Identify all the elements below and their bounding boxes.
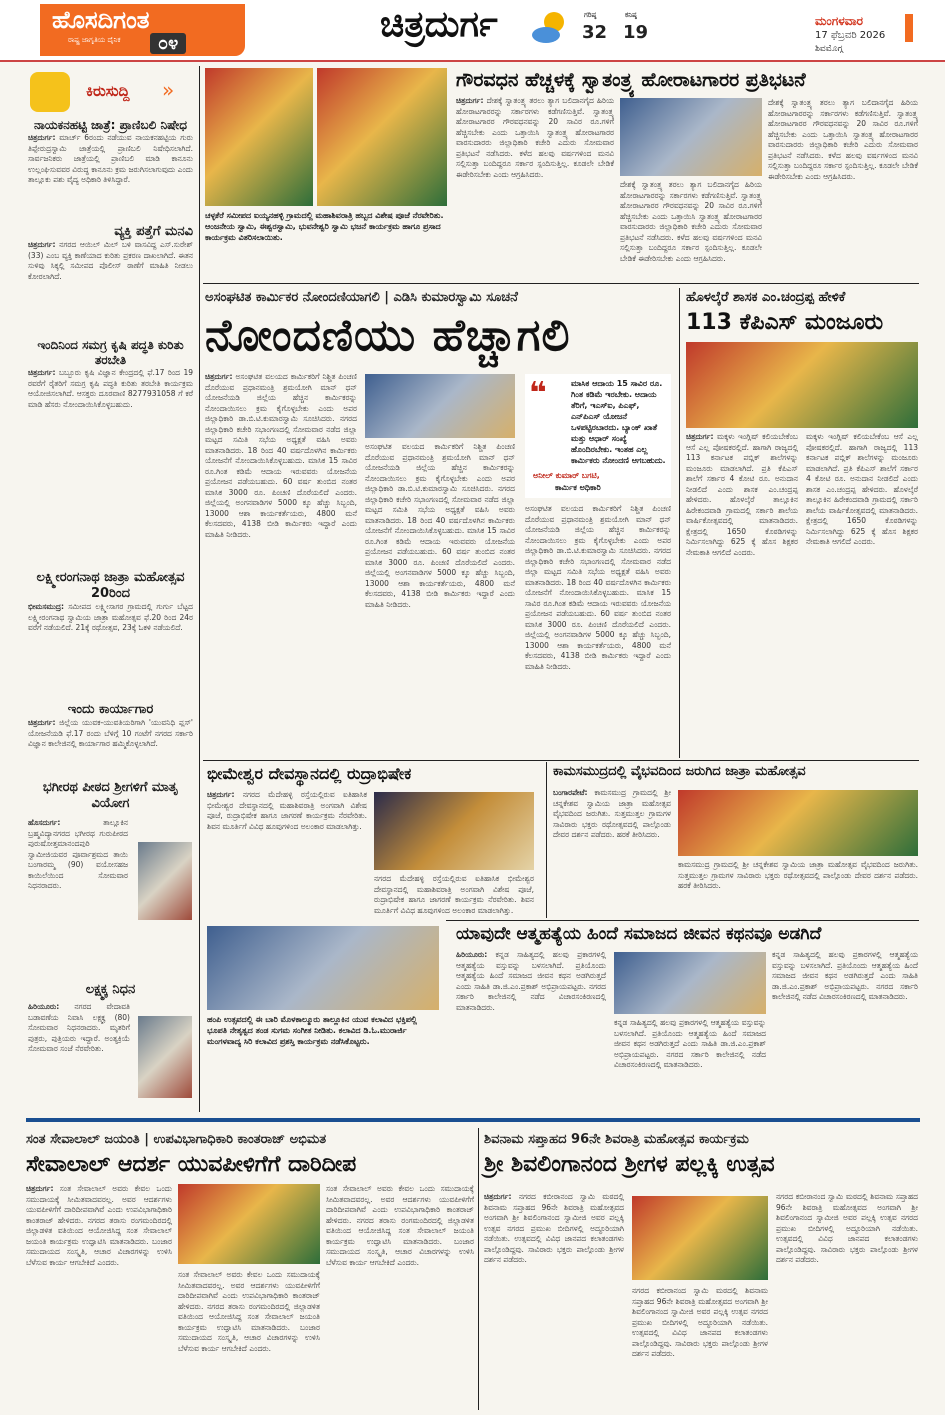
temple-idol-photo	[205, 68, 313, 206]
story-freedom-body-cont: ದೇಶಕ್ಕೆ ಸ್ವಾತಂತ್ರ್ಯ ತರಲು ತ್ಯಾಗ ಬಲಿದಾನಗೈದ ಹಿರಿಯ ಹೋರಾಟಗಾರರನ್ನು ಸರ್ಕಾರಗಳು ಕಡೆಗಣಿಸುತ್ತಿವೆ. ಸ್ವಾತಂತ್ರ್ಯ ಹೋರಾಟಗಾರರ ಗೌರವಧನವನ್ನು 20 ಸಾವಿರ ರೂ.ಗಳಿಗೆ ಹೆಚ್ಚಿಸಬೇಕು ಎಂದು ಒತ್ತಾಯಿಸಿ ಸ್ವಾತಂತ್ರ್ಯ ಹೋರಾಟಗಾರರ ವಾರಸುದಾರರು ಜಿಲ್ಲಾಧಿಕಾರಿ ಕಚೇರಿ ಎದುರು ಸೋಮವಾರ ಪ್ರತಿಭಟನೆ ನಡೆಸಿದರು. ಕಳೆದ ಹಲವು ವರ್ಷಗಳಿಂದ ಮನವಿ ಸಲ್ಲಿಸುತ್ತಾ ಬಂದಿದ್ದರೂ ಸರ್ಕಾರ ಸ್ಪಂದಿಸುತ್ತಿಲ್ಲ. ಕೂಡಲೇ ಬೇಡಿಕೆ ಈಡೇರಿಸಬೇಕು ಎಂದು ಆಗ್ರಹಿಸಿದರು.	[768, 98, 918, 181]
weather-sun-cloud-icon	[530, 8, 570, 48]
temp-max-value: 32	[582, 22, 608, 43]
city-name: ಚಿತ್ರದುರ್ಗ	[380, 4, 498, 45]
issue-date: 17 ಫೆಬ್ರವರಿ 2026	[815, 30, 886, 41]
brief-dateline: ಚಿತ್ರದುರ್ಗ:	[28, 368, 56, 377]
dateline: ಚಿತ್ರದುರ್ಗ:	[484, 1192, 512, 1201]
temp-max-label: ಗರಿಷ್ಠ	[584, 11, 597, 19]
temp-min-value: 19	[623, 22, 649, 43]
dateline: ಚಿತ್ರದುರ್ಗ:	[205, 372, 233, 381]
brief-text: ಮಾರ್ಚ್ 6ರಂದು ನಡೆಯುವ ನಾಯಕನಹಟ್ಟಿಯ ಗುರು ತಿಪ್ಪೇರುದ್ರಸ್ವಾಮಿ ಜಾತ್ರೆಯಲ್ಲಿ ಪ್ರಾಣಿಬಲಿ ನಿಷೇಧಿಸಲಾಗಿದೆ. ಸಾರ್ವಜನಿಕರು ಜಾತ್ರೆಯಲ್ಲಿ ಪ್ರಾಣಿಬಲಿ ಮಾಡಿ ಕಾನೂನು ಉಲ್ಲಂಘಿಸುವವರ ವಿರುದ್ಧ ಕಾನೂನು ಕ್ರಮ ಜರುಗಿಸಲಾಗುವುದು ಎಂದು ತಾಲ್ಲೂಕು ಪಶು ವೈದ್ಯ ಅಧಿಕಾರಿ ತಿಳಿಸಿದ್ದಾರೆ.	[28, 133, 193, 184]
brief-body	[28, 1002, 130, 1098]
hampi-caption: ಹಂಪಿ ಉತ್ಸವದಲ್ಲಿ ಈ ಬಾರಿ ಮೊಳಕಾಲ್ಮೂರು ತಾಲ್ಲೂಕಿನ ಯುವ ಕಲಾವಿದ ಭಕ್ತಿಪಲ್ಲಿ ಭೂಪತಿ ನೇತೃತ್ವದ ತಂಡ ಸುಗಮ ಸಂಗೀತ ನೀಡಿತು. ಕಲಾವಿದ ಡಿ.ಓ.ಮುರಾರ್ಜಿ ಮಂಗಳವಾದ್ಯ ಸಿರಿ ಕಲಾವಿದ ಪ್ರಶಸ್ತಿ ಕಾರ್ಯಕ್ರಮ ನಡೆಸಿಕೊಟ್ಟರು.	[207, 1015, 417, 1046]
day-name: ಮಂಗಳವಾರ	[815, 14, 864, 28]
brief-item	[28, 702, 193, 770]
story-kps-body-cont: ಮಕ್ಕಳು ಇಂಗ್ಲಿಷ್ ಕಲಿಯಬೇಕೆಂಬ ಆಸೆ ಎಲ್ಲ ಪೋಷಕರಲ್ಲಿದೆ. ಹಾಗಾಗಿ ರಾಜ್ಯದಲ್ಲಿ 113 ಕರ್ನಾಟಕ ಪಬ್ಲಿಕ್ ಶಾಲೆಗಳನ್ನು ಮಂಜೂರು ಮಾಡಲಾಗಿದೆ. ಪ್ರತಿ ಕೆಪಿಎಸ್ ಶಾಲೆಗೆ ಸರ್ಕಾರ 4 ಕೋಟಿ ರೂ. ಅನುದಾನ ನೀಡಲಿದೆ ಎಂದು ಶಾಸಕ ಎಂ.ಚಂದ್ರಪ್ಪ ಹೇಳಿದರು. ಹೊಳಲ್ಕೆರೆ ತಾಲ್ಲೂಕಿನ ಹಿರೇಕಂದವಾಡಿ ಗ್ರಾಮದಲ್ಲಿ ಸರ್ಕಾರಿ ಶಾಲೆಯ ವಾರ್ಷಿಕೋತ್ಸವದಲ್ಲಿ ಮಾತನಾಡಿದರು. ಕ್ಷೇತ್ರದಲ್ಲಿ 1650 ಕೊಠಡಿಗಳನ್ನು ನಿರ್ಮಿಸಲಾಗಿದ್ದು 625 ಕ್ಕೆ ಹೊಸ ಶಿಕ್ಷಕರ ನೇಮಕಾತಿ ಆಗಲಿದೆ ಎಂದರು.	[806, 432, 918, 546]
brief-text: ಜಿಲ್ಲೆಯ ಯುವಕ-ಯುವತಿಯರಿಗಾಗಿ 'ಯುವನಿಧಿ ಪ್ಲಸ್' ಯೋಜನೆಯಡಿ ಫೆ.17 ರಂದು ಬೆಳಿಗ್ಗೆ 10 ಗಂಟೆಗೆ ನಗರದ ಸರ್ಕಾರಿ ವಿಜ್ಞಾನ ಕಾಲೇಜಿನಲ್ಲಿ ಕಾರ್ಯಾಗಾರ ಹಮ್ಮಿಕೊಳ್ಳಲಾಗಿದೆ.	[28, 718, 193, 748]
story-text: ಸಂತ ಸೇವಾಲಾಲ್ ಅವರು ಕೇವಲ ಒಂದು ಸಮುದಾಯಕ್ಕೆ ಸೀಮಿತವಾದವರಲ್ಲ. ಅವರ ಆದರ್ಶಗಳು ಯುವಪೀಳಿಗೆಗೆ ದಾರಿದೀಪವಾಗಿವೆ ಎಂದು ಉಪವಿಭಾಗಾಧಿಕಾರಿ ಕಾಂತರಾಜ್ ಹೇಳಿದರು. ನಗರದ ತರಾಸು ರಂಗಮಂದಿರದಲ್ಲಿ ಜಿಲ್ಲಾಡಳಿತ ವತಿಯಿಂದ ಆಯೋಜಿಸಿದ್ದ ಸಂತ ಸೇವಾಲಾಲ್ ಜಯಂತಿ ಕಾರ್ಯಕ್ರಮ ಉದ್ಘಾಟಿಸಿ ಮಾತನಾಡಿದರು. ಬಂಜಾರ ಸಮುದಾಯದ ಸಂಸ್ಕೃತಿ, ಆಚಾರ ವಿಚಾರಗಳನ್ನು ಉಳಿಸಿ ಬೆಳೆಸುವ ಕಾರ್ಯ ಆಗಬೇಕಿದೆ ಎಂದರು.	[26, 1184, 172, 1267]
headline-suicide: ಯಾವುದೇ ಆತ್ಮಹತ್ಯೆಯ ಹಿಂದೆ ಸಮಾಜದ ಜೀವನ ಕಥನವೂ ಅಡಗಿದೆ	[456, 924, 822, 944]
protest-photo	[620, 98, 762, 176]
brief-item	[28, 570, 193, 696]
dateline: ಚಿತ್ರದುರ್ಗ:	[686, 432, 714, 441]
dateline: ಚಿತ್ರದುರ್ಗ:	[207, 790, 235, 799]
paper-name: ಹೊಸದಿಗಂತ	[52, 6, 150, 34]
school-event-photo	[686, 342, 918, 428]
story-labour-body-cont: ಅಸಂಘಟಿತ ವಲಯದ ಕಾರ್ಮಿಕರಿಗೆ ನಿಶ್ಚಿತ ಪಿಂಚಣಿ ದೊರೆಯುವ ಪ್ರಧಾನಮಂತ್ರಿ ಶ್ರಮಯೋಗಿ ಮಾನ್ ಧನ್ ಯೋಜನೆಯಡಿ ಜಿಲ್ಲೆಯ ಹೆಚ್ಚಿನ ಕಾರ್ಮಿಕರನ್ನು ನೋಂದಾಯಿಸಲು ಕ್ರಮ ಕೈಗೊಳ್ಳಬೇಕು ಎಂದು ಅಪರ ಜಿಲ್ಲಾಧಿಕಾರಿ ಡಾ.ಬಿ.ಟಿ.ಕುಮಾರಸ್ವಾಮಿ ಸೂಚಿಸಿದರು. ನಗರದ ಜಿಲ್ಲಾಧಿಕಾರಿ ಕಚೇರಿ ಸಭಾಂಗಣದಲ್ಲಿ ಸೋಮವಾರ ನಡೆದ ಜಿಲ್ಲಾ ಮಟ್ಟದ ಸಮಿತಿ ಸಭೆಯ ಅಧ್ಯಕ್ಷತೆ ವಹಿಸಿ ಅವರು ಮಾತನಾಡಿದರು. 18 ರಿಂದ 40 ವರ್ಷದೊಳಗಿನ ಕಾರ್ಮಿಕರು ಯೋಜನೆಗೆ ನೋಂದಾಯಿಸಿಕೊಳ್ಳಬಹುದು. ಮಾಸಿಕ 15 ಸಾವಿರ ರೂ.ಗಿಂತ ಕಡಿಮೆ ಆದಾಯ ಇರುವವರು ಯೋಜನೆಯ ಪ್ರಯೋಜನ ಪಡೆಯಬಹುದು. 60 ವರ್ಷ ತುಂಬಿದ ನಂತರ ಮಾಸಿಕ 3000 ರೂ. ಪಿಂಚಣಿ ದೊರೆಯಲಿದೆ ಎಂದರು. ಜಿಲ್ಲೆಯಲ್ಲಿ ಅಂಗನವಾಡಿಗಳ 5000 ಕ್ಕೂ ಹೆಚ್ಚು ಸಿಬ್ಬಂದಿ, 13000 ಆಶಾ ಕಾರ್ಯಕರ್ತೆಯರು, 4800 ಮನೆ ಕೆಲಸದವರು, 4138 ಬೀಡಿ ಕಾರ್ಮಿಕರು ಇದ್ದಾರೆ ಎಂದು ಮಾಹಿತಿ ನೀಡಿದರು.	[525, 504, 671, 671]
seminar-photo	[614, 952, 766, 1014]
sevalal-event-photo	[178, 1184, 320, 1264]
photo-caption: ಚಳ್ಳಕೆರೆ ಸಮೀಪದ ಐಯ್ಯನಹಳ್ಳಿ ಗ್ರಾಮದಲ್ಲಿ ಮಹಾಶಿವರಾತ್ರಿ ಹಬ್ಬದ ವಿಶೇಷ ಪೂಜೆ ನೆರವೇರಿತು. ಆಂಜನೇಯ ಸ್ವಾಮಿ, ಈಶ್ವರಸ್ವಾಮಿ, ಭುವನೇಶ್ವರಿ ಸ್ವಾಮಿ ಭಜನೆ ಕಾರ್ಯಕ್ರಮ ಹಾಗೂ ಪ್ರಸಾದ ಕಾರ್ಯಕ್ರಮ ವಿತರಿಸಲಾಯಿತು.	[205, 211, 444, 242]
jatra-chariot-photo	[678, 790, 918, 856]
brief-title: ಲಕ್ಷ್ಮಕ್ಕ ನಿಧನ	[85, 982, 136, 997]
story-text: ಅಸಂಘಟಿತ ವಲಯದ ಕಾರ್ಮಿಕರಿಗೆ ನಿಶ್ಚಿತ ಪಿಂಚಣಿ ದೊರೆಯುವ ಪ್ರಧಾನಮಂತ್ರಿ ಶ್ರಮಯೋಗಿ ಮಾನ್ ಧನ್ ಯೋಜನೆಯಡಿ ಜಿಲ್ಲೆಯ ಹೆಚ್ಚಿನ ಕಾರ್ಮಿಕರನ್ನು ನೋಂದಾಯಿಸಲು ಕ್ರಮ ಕೈಗೊಳ್ಳಬೇಕು ಎಂದು ಅಪರ ಜಿಲ್ಲಾಧಿಕಾರಿ ಡಾ.ಬಿ.ಟಿ.ಕುಮಾರಸ್ವಾಮಿ ಸೂಚಿಸಿದರು. ನಗರದ ಜಿಲ್ಲಾಧಿಕಾರಿ ಕಚೇರಿ ಸಭಾಂಗಣದಲ್ಲಿ ಸೋಮವಾರ ನಡೆದ ಜಿಲ್ಲಾ ಮಟ್ಟದ ಸಮಿತಿ ಸಭೆಯ ಅಧ್ಯಕ್ಷತೆ ವಹಿಸಿ ಅವರು ಮಾತನಾಡಿದರು. 18 ರಿಂದ 40 ವರ್ಷದೊಳಗಿನ ಕಾರ್ಮಿಕರು ಯೋಜನೆಗೆ ನೋಂದಾಯಿಸಿಕೊಳ್ಳಬಹುದು. ಮಾಸಿಕ 15 ಸಾವಿರ ರೂ.ಗಿಂತ ಕಡಿಮೆ ಆದಾಯ ಇರುವವರು ಯೋಜನೆಯ ಪ್ರಯೋಜನ ಪಡೆಯಬಹುದು. 60 ವರ್ಷ ತುಂಬಿದ ನಂತರ ಮಾಸಿಕ 3000 ರೂ. ಪಿಂಚಣಿ ದೊರೆಯಲಿದೆ ಎಂದರು. ಜಿಲ್ಲೆಯಲ್ಲಿ ಅಂಗನವಾಡಿಗಳ 5000 ಕ್ಕೂ ಹೆಚ್ಚು ಸಿಬ್ಬಂದಿ, 13000 ಆಶಾ ಕಾರ್ಯಕರ್ತೆಯರು, 4800 ಮನೆ ಕೆಲಸದವರು, 4138 ಬೀಡಿ ಕಾರ್ಮಿಕರು ಇದ್ದಾರೆ ಎಂದು ಮಾಹಿತಿ ನೀಡಿದರು.	[205, 372, 357, 539]
brief-title: ಇಂದು ಕಾರ್ಯಾಗಾರ	[67, 702, 154, 717]
quote-role: ಕಾರ್ಮಿಕ ಅಧಿಕಾರಿ	[555, 483, 601, 492]
story-text: ಮಕ್ಕಳು ಇಂಗ್ಲಿಷ್ ಕಲಿಯಬೇಕೆಂಬ ಆಸೆ ಎಲ್ಲ ಪೋಷಕರಲ್ಲಿದೆ. ಹಾಗಾಗಿ ರಾಜ್ಯದಲ್ಲಿ 113 ಕರ್ನಾಟಕ ಪಬ್ಲಿಕ್ ಶಾಲೆಗಳನ್ನು ಮಂಜೂರು ಮಾಡಲಾಗಿದೆ. ಪ್ರತಿ ಕೆಪಿಎಸ್ ಶಾಲೆಗೆ ಸರ್ಕಾರ 4 ಕೋಟಿ ರೂ. ಅನುದಾನ ನೀಡಲಿದೆ ಎಂದು ಶಾಸಕ ಎಂ.ಚಂದ್ರಪ್ಪ ಹೇಳಿದರು. ಹೊಳಲ್ಕೆರೆ ತಾಲ್ಲೂಕಿನ ಹಿರೇಕಂದವಾಡಿ ಗ್ರಾಮದಲ್ಲಿ ಸರ್ಕಾರಿ ಶಾಲೆಯ ವಾರ್ಷಿಕೋತ್ಸವದಲ್ಲಿ ಮಾತನಾಡಿದರು. ಕ್ಷೇತ್ರದಲ್ಲಿ 1650 ಕೊಠಡಿಗಳನ್ನು ನಿರ್ಮಿಸಲಾಗಿದ್ದು 625 ಕ್ಕೆ ಹೊಸ ಶಿಕ್ಷಕರ ನೇಮಕಾತಿ ಆಗಲಿದೆ ಎಂದರು.	[686, 432, 798, 557]
brief-dateline: ಹಿರಿಯೂರು:	[28, 1002, 60, 1011]
brief-item	[28, 224, 193, 324]
meeting-photo	[365, 374, 515, 438]
headline-bhimeshwara: ಭೀಮೇಶ್ವರ ದೇವಸ್ಥಾನದಲ್ಲಿ ರುದ್ರಾಭಿಷೇಕ	[207, 764, 412, 783]
story-suicide-body	[456, 950, 606, 1110]
chevron-right-icon: »	[162, 78, 175, 102]
brief-text: ತಾಲ್ಲೂಕಿನ ಬ್ರಹ್ಮವಿದ್ಯಾನಗರದ ಭಗೀರಥ ಗುರುಪೀಠದ ಪುರುಷೋತ್ತಮಾನಂದಪುರಿ ಸ್ವಾಮೀಜಿಯವರ ಪೂರ್ವಾಶ್ರಮದ ತಾಯಿ ಬಂಗಾರಮ್ಮ (90) ವಯೋಸಹಜ ಕಾಯಿಲೆಯಿಂದ ಸೋಮವಾರ ನಿಧನರಾದರು.	[28, 818, 128, 890]
story-text: ಕನ್ನಡ ಸಾಹಿತ್ಯದಲ್ಲಿ ಹಲವು ಪ್ರಕಾರಗಳಲ್ಲಿ ಆತ್ಮಹತ್ಯೆಯ ವಸ್ತುವನ್ನು ಬಳಸಲಾಗಿದೆ. ಪ್ರತಿಯೊಂದು ಆತ್ಮಹತ್ಯೆಯ ಹಿಂದೆ ಸಮಾಜದ ಜೀವನ ಕಥನ ಅಡಗಿರುತ್ತದೆ ಎಂದು ಸಾಹಿತಿ ಡಾ.ಜಿ.ಎಂ.ಪ್ರಕಾಶ್ ಅಭಿಪ್ರಾಯಪಟ್ಟರು. ನಗರದ ಸರ್ಕಾರಿ ಕಾಲೇಜಿನಲ್ಲಿ ನಡೆದ ವಿಚಾರಸಂಕಿರಣದಲ್ಲಿ ಮಾತನಾಡಿದರು.	[456, 950, 606, 1012]
headline-jatra: ಕಾಮಸಮುದ್ರದಲ್ಲಿ ವೈಭವದಿಂದ ಜರುಗಿದ ಜಾತ್ರಾ ಮಹೋತ್ಸವ	[553, 764, 806, 779]
brief-item	[28, 118, 193, 191]
brief-item	[28, 338, 193, 540]
story-jatra-body-cont: ಕಾಮಸಮುದ್ರ ಗ್ರಾಮದಲ್ಲಿ ಶ್ರೀ ಚನ್ನಕೇಶವ ಸ್ವಾಮಿಯ ಜಾತ್ರಾ ಮಹೋತ್ಸವ ವೈಭವದಿಂದ ಜರುಗಿತು. ಸುತ್ತಮುತ್ತಲ ಗ್ರಾಮಗಳ ಸಾವಿರಾರು ಭಕ್ತರು ರಥೋತ್ಸವದಲ್ಲಿ ಪಾಲ್ಗೊಂಡು ದೇವರ ದರ್ಶನ ಪಡೆದರು. ಹರಕೆ ತೀರಿಸಿದರು.	[678, 860, 918, 890]
story-suicide-body-cont: ಕನ್ನಡ ಸಾಹಿತ್ಯದಲ್ಲಿ ಹಲವು ಪ್ರಕಾರಗಳಲ್ಲಿ ಆತ್ಮಹತ್ಯೆಯ ವಸ್ತುವನ್ನು ಬಳಸಲಾಗಿದೆ. ಪ್ರತಿಯೊಂದು ಆತ್ಮಹತ್ಯೆಯ ಹಿಂದೆ ಸಮಾಜದ ಜೀವನ ಕಥನ ಅಡಗಿರುತ್ತದೆ ಎಂದು ಸಾಹಿತಿ ಡಾ.ಜಿ.ಎಂ.ಪ್ರಕಾಶ್ ಅಭಿಪ್ರಾಯಪಟ್ಟರು. ನಗರದ ಸರ್ಕಾರಿ ಕಾಲೇಜಿನಲ್ಲಿ ನಡೆದ ವಿಚಾರಸಂಕಿರಣದಲ್ಲಿ ಮಾತನಾಡಿದರು.	[614, 1018, 766, 1069]
column-divider	[679, 288, 680, 758]
column-divider	[546, 762, 547, 918]
quote-author: ಅನೀಲ್ ಕುಮಾರ್ ಬಗಟಿ,	[533, 471, 600, 480]
dateline: ಹಿರಿಯೂರು:	[456, 950, 488, 959]
brief-body	[28, 818, 128, 956]
story-freedom-body	[456, 96, 614, 270]
hampi-utsav-photo	[207, 926, 439, 1010]
section-divider	[203, 760, 919, 761]
temp-min-label: ಕನಿಷ್ಠ	[625, 11, 637, 19]
headline-kps: 113 ಕೆಪಿಎಸ್ ಮಂಜೂರು	[686, 310, 884, 335]
story-text: ನಗರದ ಮೆದೇಹಳ್ಳಿ ರಸ್ತೆಯಲ್ಲಿರುವ ಐತಿಹಾಸಿಕ ಭೀಮೇಶ್ವರ ದೇವಸ್ಥಾನದಲ್ಲಿ ಮಹಾಶಿವರಾತ್ರಿ ಅಂಗವಾಗಿ ವಿಶೇಷ ಪೂಜೆ, ರುದ್ರಾಭಿಷೇಕ ಹಾಗೂ ಜಾಗರಣೆ ಕಾರ್ಯಕ್ರಮ ನೆರವೇರಿತು. ಶಿವನ ಮೂರ್ತಿಗೆ ವಿವಿಧ ಹೂವುಗಳಿಂದ ಅಲಂಕಾರ ಮಾಡಲಾಗಿತ್ತು.	[207, 790, 367, 831]
story-sevalal-body-cont: ಸಂತ ಸೇವಾಲಾಲ್ ಅವರು ಕೇವಲ ಒಂದು ಸಮುದಾಯಕ್ಕೆ ಸೀಮಿತವಾದವರಲ್ಲ. ಅವರ ಆದರ್ಶಗಳು ಯುವಪೀಳಿಗೆಗೆ ದಾರಿದೀಪವಾಗಿವೆ ಎಂದು ಉಪವಿಭಾಗಾಧಿಕಾರಿ ಕಾಂತರಾಜ್ ಹೇಳಿದರು. ನಗರದ ತರಾಸು ರಂಗಮಂದಿರದಲ್ಲಿ ಜಿಲ್ಲಾಡಳಿತ ವತಿಯಿಂದ ಆಯೋಜಿಸಿದ್ದ ಸಂತ ಸೇವಾಲಾಲ್ ಜಯಂತಿ ಕಾರ್ಯಕ್ರಮ ಉದ್ಘಾಟಿಸಿ ಮಾತನಾಡಿದರು. ಬಂಜಾರ ಸಮುದಾಯದ ಸಂಸ್ಕೃತಿ, ಆಚಾರ ವಿಚಾರಗಳನ್ನು ಉಳಿಸಿ ಬೆಳೆಸುವ ಕಾರ್ಯ ಆಗಬೇಕಿದೆ ಎಂದರು.	[178, 1270, 320, 1353]
kicker-sevalal: ಸಂತ ಸೇವಾಲಾಲ್ ಜಯಂತಿ | ಉಪವಿಭಾಗಾಧಿಕಾರಿ ಕಾಂತರಾಜ್ ಅಭಿಮತ	[26, 1132, 327, 1147]
brief-text: ಬಬ್ಬೂರು ಕೃಷಿ ವಿಜ್ಞಾನ ಕೇಂದ್ರದಲ್ಲಿ ಫೆ.17 ರಿಂದ 19 ರವರೆಗೆ ರೈತರಿಗೆ ಸಮಗ್ರ ಕೃಷಿ ಪದ್ಧತಿ ಕುರಿತು ತರಬೇತಿ ಕಾರ್ಯಕ್ರಮ ಆಯೋಜಿಸಲಾಗಿದೆ. ಆಸಕ್ತರು ದೂರವಾಣಿ 8277931058 ಗೆ ಕರೆ ಮಾಡಿ ಹೆಸರು ನೋಂದಾಯಿಸಿಕೊಳ್ಳಬಹುದು.	[28, 368, 194, 409]
brief-title: ಭಗೀರಥ ಪೀಠದ ಶ್ರೀಗಳಿಗೆ ಮಾತೃ ವಿಯೋಗ	[42, 780, 179, 811]
brief-body	[28, 602, 193, 696]
temple-idol-photo	[317, 68, 447, 206]
column-divider	[199, 66, 200, 1112]
dateline: ಚಿತ್ರದುರ್ಗ:	[26, 1184, 54, 1193]
brief-title: ಲಕ್ಷ್ಮೀರಂಗನಾಥ ಜಾತ್ರಾ ಮಹೋತ್ಸವ 20ರಿಂದ	[36, 570, 185, 601]
story-text: ದೇಶಕ್ಕೆ ಸ್ವಾತಂತ್ರ್ಯ ತರಲು ತ್ಯಾಗ ಬಲಿದಾನಗೈದ ಹಿರಿಯ ಹೋರಾಟಗಾರರನ್ನು ಸರ್ಕಾರಗಳು ಕಡೆಗಣಿಸುತ್ತಿವೆ. ಸ್ವಾತಂತ್ರ್ಯ ಹೋರಾಟಗಾರರ ಗೌರವಧನವನ್ನು 20 ಸಾವಿರ ರೂ.ಗಳಿಗೆ ಹೆಚ್ಚಿಸಬೇಕು ಎಂದು ಒತ್ತಾಯಿಸಿ ಸ್ವಾತಂತ್ರ್ಯ ಹೋರಾಟಗಾರರ ವಾರಸುದಾರರು ಜಿಲ್ಲಾಧಿಕಾರಿ ಕಚೇರಿ ಎದುರು ಸೋಮವಾರ ಪ್ರತಿಭಟನೆ ನಡೆಸಿದರು. ಕಳೆದ ಹಲವು ವರ್ಷಗಳಿಂದ ಮನವಿ ಸಲ್ಲಿಸುತ್ತಾ ಬಂದಿದ್ದರೂ ಸರ್ಕಾರ ಸ್ಪಂದಿಸುತ್ತಿಲ್ಲ. ಕೂಡಲೇ ಬೇಡಿಕೆ ಈಡೇರಿಸಬೇಕು ಎಂದು ಆಗ್ರಹಿಸಿದರು.	[456, 96, 614, 179]
brief-item	[28, 780, 193, 890]
dateline: ಬಂಗಾರಪೇಟೆ:	[553, 788, 588, 797]
brief-text: ನಗರದ ಆಯಿಲ್ ಮಿಲ್ ಬಳಿ ವಾಸವಿದ್ದ ಎಸ್.ಸುರೇಶ್ (33) ಎಂಬ ವ್ಯಕ್ತಿ ಕಾಣೆಯಾದ ಕುರಿತು ಪ್ರಕರಣ ದಾಖಲಾಗಿದೆ. ಈತನ ಸುಳಿವು ಸಿಕ್ಕಲ್ಲಿ ಸಮೀಪದ ಪೊಲೀಸ್ ಠಾಣೆಗೆ ಮಾಹಿತಿ ನೀಡಲು ಕೋರಲಾಗಿದೆ.	[28, 240, 194, 281]
story-labour-body	[205, 372, 357, 752]
kicker-kps: ಹೊಳಲ್ಕೆರೆ ಶಾಸಕ ಎಂ.ಚಂದ್ರಪ್ಪ ಹೇಳಿಕೆ	[686, 290, 846, 305]
shiva-idol-photo	[374, 792, 534, 870]
edition-place: ಶಿವಮೊಗ್ಗ	[815, 44, 843, 54]
section-divider	[446, 920, 919, 921]
story-jatra-body	[553, 788, 671, 912]
section-accent-bar	[26, 1118, 920, 1122]
brief-dateline: ಹೊಸದುರ್ಗ:	[28, 818, 61, 827]
brief-text: ನಗರದ ವೇದಾವತಿ ಬಡಾವಣೆಯ ನಿವಾಸಿ ಲಕ್ಷ್ಮಕ್ಕ (80) ಸೋಮವಾರ ನಿಧನರಾದರು. ಮೃತರಿಗೆ ಪುತ್ರರು, ಪುತ್ರಿಯರು ಇದ್ದಾರೆ. ಅಂತ್ಯಕ್ರಿಯೆ ಸೋಮವಾರ ಸಂಜೆ ನೆರವೇರಿತು.	[28, 1002, 131, 1053]
section-divider	[203, 283, 919, 284]
story-kps-body	[686, 432, 798, 752]
brief-title: ವ್ಯಕ್ತಿ ಪತ್ತೆಗೆ ಮನವಿ	[114, 224, 193, 239]
temp-max	[582, 11, 608, 43]
story-text: ಕಾಮಸಮುದ್ರ ಗ್ರಾಮದಲ್ಲಿ ಶ್ರೀ ಚನ್ನಕೇಶವ ಸ್ವಾಮಿಯ ಜಾತ್ರಾ ಮಹೋತ್ಸವ ವೈಭವದಿಂದ ಜರುಗಿತು. ಸುತ್ತಮುತ್ತಲ ಗ್ರಾಮಗಳ ಸಾವಿರಾರು ಭಕ್ತರು ರಥೋತ್ಸವದಲ್ಲಿ ಪಾಲ್ಗೊಂಡು ದೇವರ ದರ್ಶನ ಪಡೆದರು. ಹರಕೆ ತೀರಿಸಿದರು.	[553, 788, 671, 839]
paper-tagline: ರಾಷ್ಟ್ರ ಜಾಗೃತಿಯ ದೈನಿಕ	[68, 36, 121, 44]
story-bhimeshwara-body	[207, 790, 367, 908]
brief-dateline: ಚಿತ್ರದುರ್ಗ:	[28, 718, 56, 727]
story-sevalal-body	[26, 1184, 172, 1410]
quote-mark-icon: ❝	[529, 376, 547, 411]
story-text: ನಗರದ ಕಬೀರಾನಂದ ಸ್ವಾಮಿ ಮಠದಲ್ಲಿ ಶಿವನಾಮ ಸಪ್ತಾಹದ 96ನೇ ಶಿವರಾತ್ರಿ ಮಹೋತ್ಸವದ ಅಂಗವಾಗಿ ಶ್ರೀ ಶಿವಲಿಂಗಾನಂದ ಸ್ವಾಮೀಜಿ ಅವರ ಪಲ್ಲಕ್ಕಿ ಉತ್ಸವ ನಗರದ ಪ್ರಮುಖ ಬೀದಿಗಳಲ್ಲಿ ಅದ್ಧೂರಿಯಾಗಿ ನಡೆಯಿತು. ಉತ್ಸವದಲ್ಲಿ ವಿವಿಧ ಜಾನಪದ ಕಲಾತಂಡಗಳು ಪಾಲ್ಗೊಂಡಿದ್ದವು. ಸಾವಿರಾರು ಭಕ್ತರು ಪಾಲ್ಗೊಂಡು ಶ್ರೀಗಳ ದರ್ಶನ ಪಡೆದರು.	[484, 1192, 624, 1264]
brief-item	[28, 982, 193, 1053]
sidebar-brand: ಕಿರುಸುದ್ದಿ	[86, 82, 130, 100]
story-bhimeshwara-body-cont: ನಗರದ ಮೆದೇಹಳ್ಳಿ ರಸ್ತೆಯಲ್ಲಿರುವ ಐತಿಹಾಸಿಕ ಭೀಮೇಶ್ವರ ದೇವಸ್ಥಾನದಲ್ಲಿ ಮಹಾಶಿವರಾತ್ರಿ ಅಂಗವಾಗಿ ವಿಶೇಷ ಪೂಜೆ, ರುದ್ರಾಭಿಷೇಕ ಹಾಗೂ ಜಾಗರಣೆ ಕಾರ್ಯಕ್ರಮ ನೆರವೇರಿತು. ಶಿವನ ಮೂರ್ತಿಗೆ ವಿವಿಧ ಹೂವುಗಳಿಂದ ಅಲಂಕಾರ ಮಾಡಲಾಗಿತ್ತು.	[374, 874, 534, 915]
kicker-labour: ಅಸಂಘಟಿತ ಕಾರ್ಮಿಕರ ನೋಂದಣಿಯಾಗಲಿ | ಎಡಿಸಿ ಕುಮಾರಸ್ವಾಮಿ ಸೂಚನೆ	[205, 290, 518, 305]
story-palki-body	[484, 1192, 624, 1410]
quote-box	[525, 374, 671, 498]
brief-dateline: ಚಿತ್ರದುರ್ಗ:	[28, 240, 56, 249]
brief-dateline: ಚಿತ್ರದುರ್ಗ:	[28, 133, 56, 142]
story-suicide-body-cont: ಕನ್ನಡ ಸಾಹಿತ್ಯದಲ್ಲಿ ಹಲವು ಪ್ರಕಾರಗಳಲ್ಲಿ ಆತ್ಮಹತ್ಯೆಯ ವಸ್ತುವನ್ನು ಬಳಸಲಾಗಿದೆ. ಪ್ರತಿಯೊಂದು ಆತ್ಮಹತ್ಯೆಯ ಹಿಂದೆ ಸಮಾಜದ ಜೀವನ ಕಥನ ಅಡಗಿರುತ್ತದೆ ಎಂದು ಸಾಹಿತಿ ಡಾ.ಜಿ.ಎಂ.ಪ್ರಕಾಶ್ ಅಭಿಪ್ರಾಯಪಟ್ಟರು. ನಗರದ ಸರ್ಕಾರಿ ಕಾಲೇಜಿನಲ್ಲಿ ನಡೆದ ವಿಚಾರಸಂಕಿರಣದಲ್ಲಿ ಮಾತನಾಡಿದರು.	[772, 950, 918, 1001]
story-freedom-body-cont: ದೇಶಕ್ಕೆ ಸ್ವಾತಂತ್ರ್ಯ ತರಲು ತ್ಯಾಗ ಬಲಿದಾನಗೈದ ಹಿರಿಯ ಹೋರಾಟಗಾರರನ್ನು ಸರ್ಕಾರಗಳು ಕಡೆಗಣಿಸುತ್ತಿವೆ. ಸ್ವಾತಂತ್ರ್ಯ ಹೋರಾಟಗಾರರ ಗೌರವಧನವನ್ನು 20 ಸಾವಿರ ರೂ.ಗಳಿಗೆ ಹೆಚ್ಚಿಸಬೇಕು ಎಂದು ಒತ್ತಾಯಿಸಿ ಸ್ವಾತಂತ್ರ್ಯ ಹೋರಾಟಗಾರರ ವಾರಸುದಾರರು ಜಿಲ್ಲಾಧಿಕಾರಿ ಕಚೇರಿ ಎದುರು ಸೋಮವಾರ ಪ್ರತಿಭಟನೆ ನಡೆಸಿದರು. ಕಳೆದ ಹಲವು ವರ್ಷಗಳಿಂದ ಮನವಿ ಸಲ್ಲಿಸುತ್ತಾ ಬಂದಿದ್ದರೂ ಸರ್ಕಾರ ಸ್ಪಂದಿಸುತ್ತಿಲ್ಲ. ಕೂಡಲೇ ಬೇಡಿಕೆ ಈಡೇರಿಸಬೇಕು ಎಂದು ಆಗ್ರಹಿಸಿದರು.	[620, 180, 762, 263]
temp-min	[623, 11, 649, 43]
headline-freedom: ಗೌರವಧನ ಹೆಚ್ಚಳಕ್ಕೆ ಸ್ವಾತಂತ್ರ್ಯ ಹೋರಾಟಗಾರರ ಪ್ರತಿಭಟನೆ	[456, 69, 806, 91]
brief-dateline: ಭೀಮಸಮುದ್ರ:	[28, 602, 65, 611]
column-divider	[478, 1128, 479, 1410]
story-labour-body-cont: ಅಸಂಘಟಿತ ವಲಯದ ಕಾರ್ಮಿಕರಿಗೆ ನಿಶ್ಚಿತ ಪಿಂಚಣಿ ದೊರೆಯುವ ಪ್ರಧಾನಮಂತ್ರಿ ಶ್ರಮಯೋಗಿ ಮಾನ್ ಧನ್ ಯೋಜನೆಯಡಿ ಜಿಲ್ಲೆಯ ಹೆಚ್ಚಿನ ಕಾರ್ಮಿಕರನ್ನು ನೋಂದಾಯಿಸಲು ಕ್ರಮ ಕೈಗೊಳ್ಳಬೇಕು ಎಂದು ಅಪರ ಜಿಲ್ಲಾಧಿಕಾರಿ ಡಾ.ಬಿ.ಟಿ.ಕುಮಾರಸ್ವಾಮಿ ಸೂಚಿಸಿದರು. ನಗರದ ಜಿಲ್ಲಾಧಿಕಾರಿ ಕಚೇರಿ ಸಭಾಂಗಣದಲ್ಲಿ ಸೋಮವಾರ ನಡೆದ ಜಿಲ್ಲಾ ಮಟ್ಟದ ಸಮಿತಿ ಸಭೆಯ ಅಧ್ಯಕ್ಷತೆ ವಹಿಸಿ ಅವರು ಮಾತನಾಡಿದರು. 18 ರಿಂದ 40 ವರ್ಷದೊಳಗಿನ ಕಾರ್ಮಿಕರು ಯೋಜನೆಗೆ ನೋಂದಾಯಿಸಿಕೊಳ್ಳಬಹುದು. ಮಾಸಿಕ 15 ಸಾವಿರ ರೂ.ಗಿಂತ ಕಡಿಮೆ ಆದಾಯ ಇರುವವರು ಯೋಜನೆಯ ಪ್ರಯೋಜನ ಪಡೆಯಬಹುದು. 60 ವರ್ಷ ತುಂಬಿದ ನಂತರ ಮಾಸಿಕ 3000 ರೂ. ಪಿಂಚಣಿ ದೊರೆಯಲಿದೆ ಎಂದರು. ಜಿಲ್ಲೆಯಲ್ಲಿ ಅಂಗನವಾಡಿಗಳ 5000 ಕ್ಕೂ ಹೆಚ್ಚು ಸಿಬ್ಬಂದಿ, 13000 ಆಶಾ ಕಾರ್ಯಕರ್ತೆಯರು, 4800 ಮನೆ ಕೆಲಸದವರು, 4138 ಬೀಡಿ ಕಾರ್ಮಿಕರು ಇದ್ದಾರೆ ಎಂದು ಮಾಹಿತಿ ನೀಡಿದರು.	[365, 442, 515, 609]
headline-sevalal: ಸೇವಾಲಾಲ್ ಆದರ್ಶ ಯುವಪೀಳಿಗೆಗೆ ದಾರಿದೀಪ	[26, 1152, 357, 1177]
dateline: ಚಿತ್ರದುರ್ಗ:	[456, 96, 484, 105]
brief-title: ಇಂದಿನಿಂದ ಸಮಗ್ರ ಕೃಷಿ ಪದ್ಧತಿ ಕುರಿತು ತರಬೇತಿ	[37, 338, 184, 367]
header-accent-bar	[905, 14, 913, 42]
brief-body	[28, 133, 193, 191]
brief-body	[28, 368, 193, 540]
story-sevalal-body-cont: ಸಂತ ಸೇವಾಲಾಲ್ ಅವರು ಕೇವಲ ಒಂದು ಸಮುದಾಯಕ್ಕೆ ಸೀಮಿತವಾದವರಲ್ಲ. ಅವರ ಆದರ್ಶಗಳು ಯುವಪೀಳಿಗೆಗೆ ದಾರಿದೀಪವಾಗಿವೆ ಎಂದು ಉಪವಿಭಾಗಾಧಿಕಾರಿ ಕಾಂತರಾಜ್ ಹೇಳಿದರು. ನಗರದ ತರಾಸು ರಂಗಮಂದಿರದಲ್ಲಿ ಜಿಲ್ಲಾಡಳಿತ ವತಿಯಿಂದ ಆಯೋಜಿಸಿದ್ದ ಸಂತ ಸೇವಾಲಾಲ್ ಜಯಂತಿ ಕಾರ್ಯಕ್ರಮ ಉದ್ಘಾಟಿಸಿ ಮಾತನಾಡಿದರು. ಬಂಜಾರ ಸಮುದಾಯದ ಸಂಸ್ಕೃತಿ, ಆಚಾರ ವಿಚಾರಗಳನ್ನು ಉಳಿಸಿ ಬೆಳೆಸುವ ಕಾರ್ಯ ಆಗಬೇಕಿದೆ ಎಂದರು.	[326, 1184, 474, 1267]
brief-body	[28, 718, 193, 770]
obituary-photo	[138, 1016, 192, 1098]
story-palki-body-cont: ನಗರದ ಕಬೀರಾನಂದ ಸ್ವಾಮಿ ಮಠದಲ್ಲಿ ಶಿವನಾಮ ಸಪ್ತಾಹದ 96ನೇ ಶಿವರಾತ್ರಿ ಮಹೋತ್ಸವದ ಅಂಗವಾಗಿ ಶ್ರೀ ಶಿವಲಿಂಗಾನಂದ ಸ್ವಾಮೀಜಿ ಅವರ ಪಲ್ಲಕ್ಕಿ ಉತ್ಸವ ನಗರದ ಪ್ರಮುಖ ಬೀದಿಗಳಲ್ಲಿ ಅದ್ಧೂರಿಯಾಗಿ ನಡೆಯಿತು. ಉತ್ಸವದಲ್ಲಿ ವಿವಿಧ ಜಾನಪದ ಕಲಾತಂಡಗಳು ಪಾಲ್ಗೊಂಡಿದ್ದವು. ಸಾವಿರಾರು ಭಕ್ತರು ಪಾಲ್ಗೊಂಡು ಶ್ರೀಗಳ ದರ್ಶನ ಪಡೆದರು.	[632, 1286, 768, 1358]
kicker-palki: ಶಿವನಾಮ ಸಪ್ತಾಹದ 96ನೇ ಶಿವರಾತ್ರಿ ಮಹೋತ್ಸವ ಕಾರ್ಯಕ್ರಮ	[484, 1132, 749, 1147]
headline-palki: ಶ್ರೀ ಶಿವಲಿಂಗಾನಂದ ಶ್ರೀಗಳ ಪಲ್ಲಕ್ಕಿ ಉತ್ಸವ	[484, 1152, 775, 1177]
brief-text: ಸಮೀಪದ ಲಕ್ಷ್ಮೀಸಾಗರ ಗ್ರಾಮದಲ್ಲಿ ಗುರ್ಗು ಬೆಟ್ಟದ ಲಕ್ಷ್ಮೀರಂಗನಾಥ ಸ್ವಾಮಿಯ ಜಾತ್ರಾ ಮಹೋತ್ಸವ ಫೆ.20 ರಿಂದ 24ರ ವರೆಗೆ ನಡೆಯಲಿದೆ. 21ಕ್ಕೆ ರಥೋತ್ಸವ, 23ಕ್ಕೆ ಓಕಳಿ ನಡೆಯಲಿದೆ.	[28, 602, 193, 632]
pull-quote: ಮಾಸಿಕ ಆದಾಯ 15 ಸಾವಿರ ರೂ. ಗಿಂತ ಕಡಿಮೆ ಇರಬೇಕು. ಆದಾಯ ತೆರಿಗೆ, ಇಎಸ್ಐ, ಪಿಎಫ್, ಎನ್‌ಪಿಎಸ್ ಯೋಜನೆ ಒಳಪಟ್ಟಿರಬಾರದು. ಬ್ಯಾಂಕ್ ಖಾತೆ ಮತ್ತು ಆಧಾರ್ ಸಂಖ್ಯೆ ಹೊಂದಿರಬೇಕು. ಇಂತಹ ಎಲ್ಲ ಕಾರ್ಮಿಕರು ನೋಂದಣಿ ಆಗಬಹುದು.	[571, 379, 666, 465]
brief-body	[28, 240, 193, 324]
story-palki-body-cont: ನಗರದ ಕಬೀರಾನಂದ ಸ್ವಾಮಿ ಮಠದಲ್ಲಿ ಶಿವನಾಮ ಸಪ್ತಾಹದ 96ನೇ ಶಿವರಾತ್ರಿ ಮಹೋತ್ಸವದ ಅಂಗವಾಗಿ ಶ್ರೀ ಶಿವಲಿಂಗಾನಂದ ಸ್ವಾಮೀಜಿ ಅವರ ಪಲ್ಲಕ್ಕಿ ಉತ್ಸವ ನಗರದ ಪ್ರಮುಖ ಬೀದಿಗಳಲ್ಲಿ ಅದ್ಧೂರಿಯಾಗಿ ನಡೆಯಿತು. ಉತ್ಸವದಲ್ಲಿ ವಿವಿಧ ಜಾನಪದ ಕಲಾತಂಡಗಳು ಪಾಲ್ಗೊಂಡಿದ್ದವು. ಸಾವಿರಾರು ಭಕ್ತರು ಪಾಲ್ಗೊಂಡು ಶ್ರೀಗಳ ದರ್ಶನ ಪಡೆದರು.	[776, 1192, 918, 1264]
obituary-photo	[138, 842, 192, 920]
kirusuddi-hand-icon	[30, 72, 70, 112]
page-number: ೦೪	[150, 33, 186, 54]
palki-procession-photo	[632, 1196, 768, 1280]
headline-labour: ನೋಂದಣಿಯು ಹೆಚ್ಚಾಗಲಿ	[205, 310, 571, 361]
brief-title: ನಾಯಕನಹಟ್ಟಿ ಜಾತ್ರೆ: ಪ್ರಾಣಿಬಲಿ ನಿಷೇಧ	[33, 118, 188, 132]
